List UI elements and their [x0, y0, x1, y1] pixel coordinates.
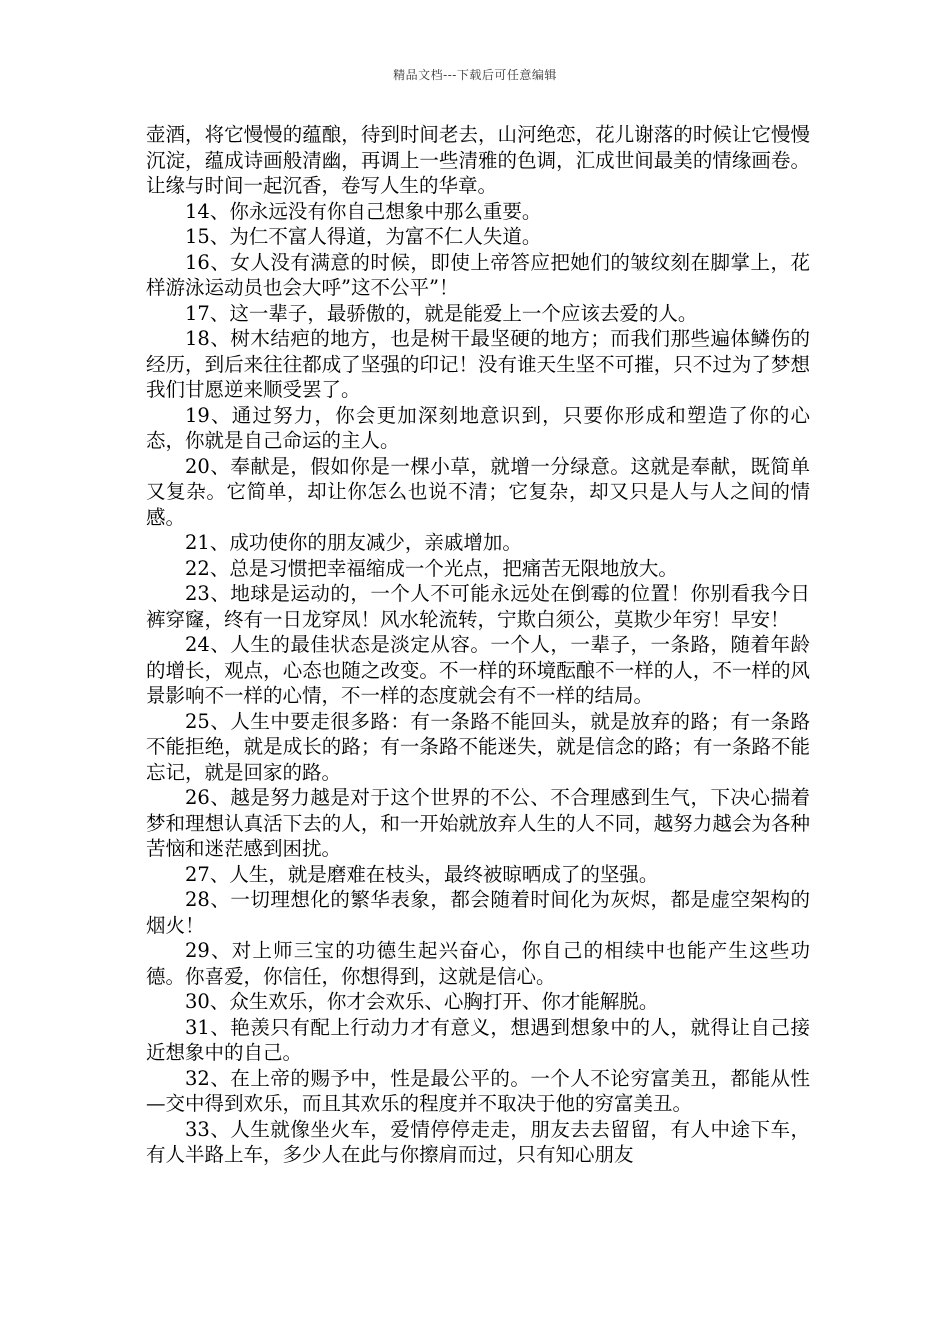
- paragraph-25: 25、人生中要走很多路：有一条路不能回头，就是放弃的路；有一条路不能拒绝，就是成长的路；有一条路不能迷失，就是信念的路；有一条路不能忘记，就是回家的路。: [146, 709, 810, 784]
- paragraph-30: 30、众生欢乐，你才会欢乐、心胸打开、你才能解脱。: [185, 990, 659, 1013]
- paragraph-22: 22、总是习惯把幸福缩成一个光点，把痛苦无限地放大。: [185, 556, 678, 580]
- paragraph-33: 33、人生就像坐火车，爱情停停走走，朋友去去留留，有人中途下车，有人半路上车，多少人在此与你擦肩而过，只有知心朋友: [146, 1117, 810, 1166]
- paragraph-23: 23、地球是运动的，一个人不可能永远处在倒霉的位置！你别看我今日裤穿窿，终有一日龙穿凤！风水轮流转，宁欺白须公，莫欺少年穷！早安！: [146, 582, 810, 631]
- paragraph-continuation: 壶酒，将它慢慢的蕴酿，待到时间老去，山河绝恋，花儿谢落的时候让它慢慢沉淀，蕴成诗画般清幽，再调上一些清雅的色调，汇成世间最美的情缘画卷。让缘与时间一起沉香，卷写人生的华章。: [146, 123, 810, 197]
- paragraph-27: 27、人生，就是磨难在枝头，最终被晾晒成了的坚强。: [185, 862, 659, 886]
- paragraph-26: 26、越是努力越是对于这个世界的不公、不合理感到生气，下决心揣着梦和理想认真活下去的人，和一开始就放弃人生的人不同，越努力越会为各种苦恼和迷茫感到困扰。: [146, 786, 810, 860]
- header-note: 精品文档---下载后可任意编辑: [393, 68, 557, 82]
- paragraph-31: 31、艳羡只有配上行动力才有意义，想遇到想象中的人，就得让自己接近想象中的自己。: [146, 1015, 810, 1064]
- paragraph-24: 24、人生的最佳状态是淡定从容。一个人，一辈子，一条路，随着年龄的增长，观点，心态也随之改变。不一样的环境酝酿不一样的人，不一样的风景影响不一样的心情，不一样的态度就会有不一样的结局。: [146, 633, 810, 707]
- paragraph-29: 29、对上师三宝的功德生起兴奋心，你自己的相续中也能产生这些功德。你喜爱，你信任，你想得到，这就是信心。: [146, 939, 810, 988]
- paragraph-14: 14、你永远没有你自己想象中那么重要。: [185, 199, 542, 223]
- paragraph-15: 15、为仁不富人得道，为富不仁人失道。: [185, 225, 542, 248]
- paragraph-21: 21、成功使你的朋友减少，亲戚增加。: [185, 531, 522, 554]
- paragraph-16: 16、女人没有满意的时候，即使上帝答应把她们的皱纹刻在脚掌上，花样游泳运动员也会大呼”这不公平”！: [146, 250, 810, 299]
- paragraph-28: 28、一切理想化的繁华表象，都会随着时间化为灰烬，都是虚空架构的烟火！: [146, 888, 810, 937]
- paragraph-32: 32、在上帝的赐予中，性是最公平的。一个人不论穷富美丑，都能从性—交中得到欢乐，而且其欢乐的程度并不取决于他的穷富美丑。: [146, 1066, 810, 1115]
- paragraph-19: 19、通过努力，你会更加深刻地意识到，只要你形成和塑造了你的心态，你就是自己命运的主人。: [146, 403, 810, 452]
- paragraph-17: 17、这一辈子，最骄傲的，就是能爱上一个应该去爱的人。: [185, 301, 698, 325]
- paragraph-18: 18、树木结疤的地方，也是树干最坚硬的地方；而我们那些遍体鳞伤的经历，到后来往往都成了坚强的印记！没有谁天生坚不可摧，只不过为了梦想我们甘愿逆来顺受罢了。: [146, 327, 810, 401]
- paragraph-20: 20、奉献是，假如你是一棵小草，就增一分绿意。这就是奉献，既简单又复杂。它简单，却让你怎么也说不清；它复杂，却又只是人与人之间的情感。: [146, 454, 810, 529]
- document-body: [146, 122, 810, 1168]
